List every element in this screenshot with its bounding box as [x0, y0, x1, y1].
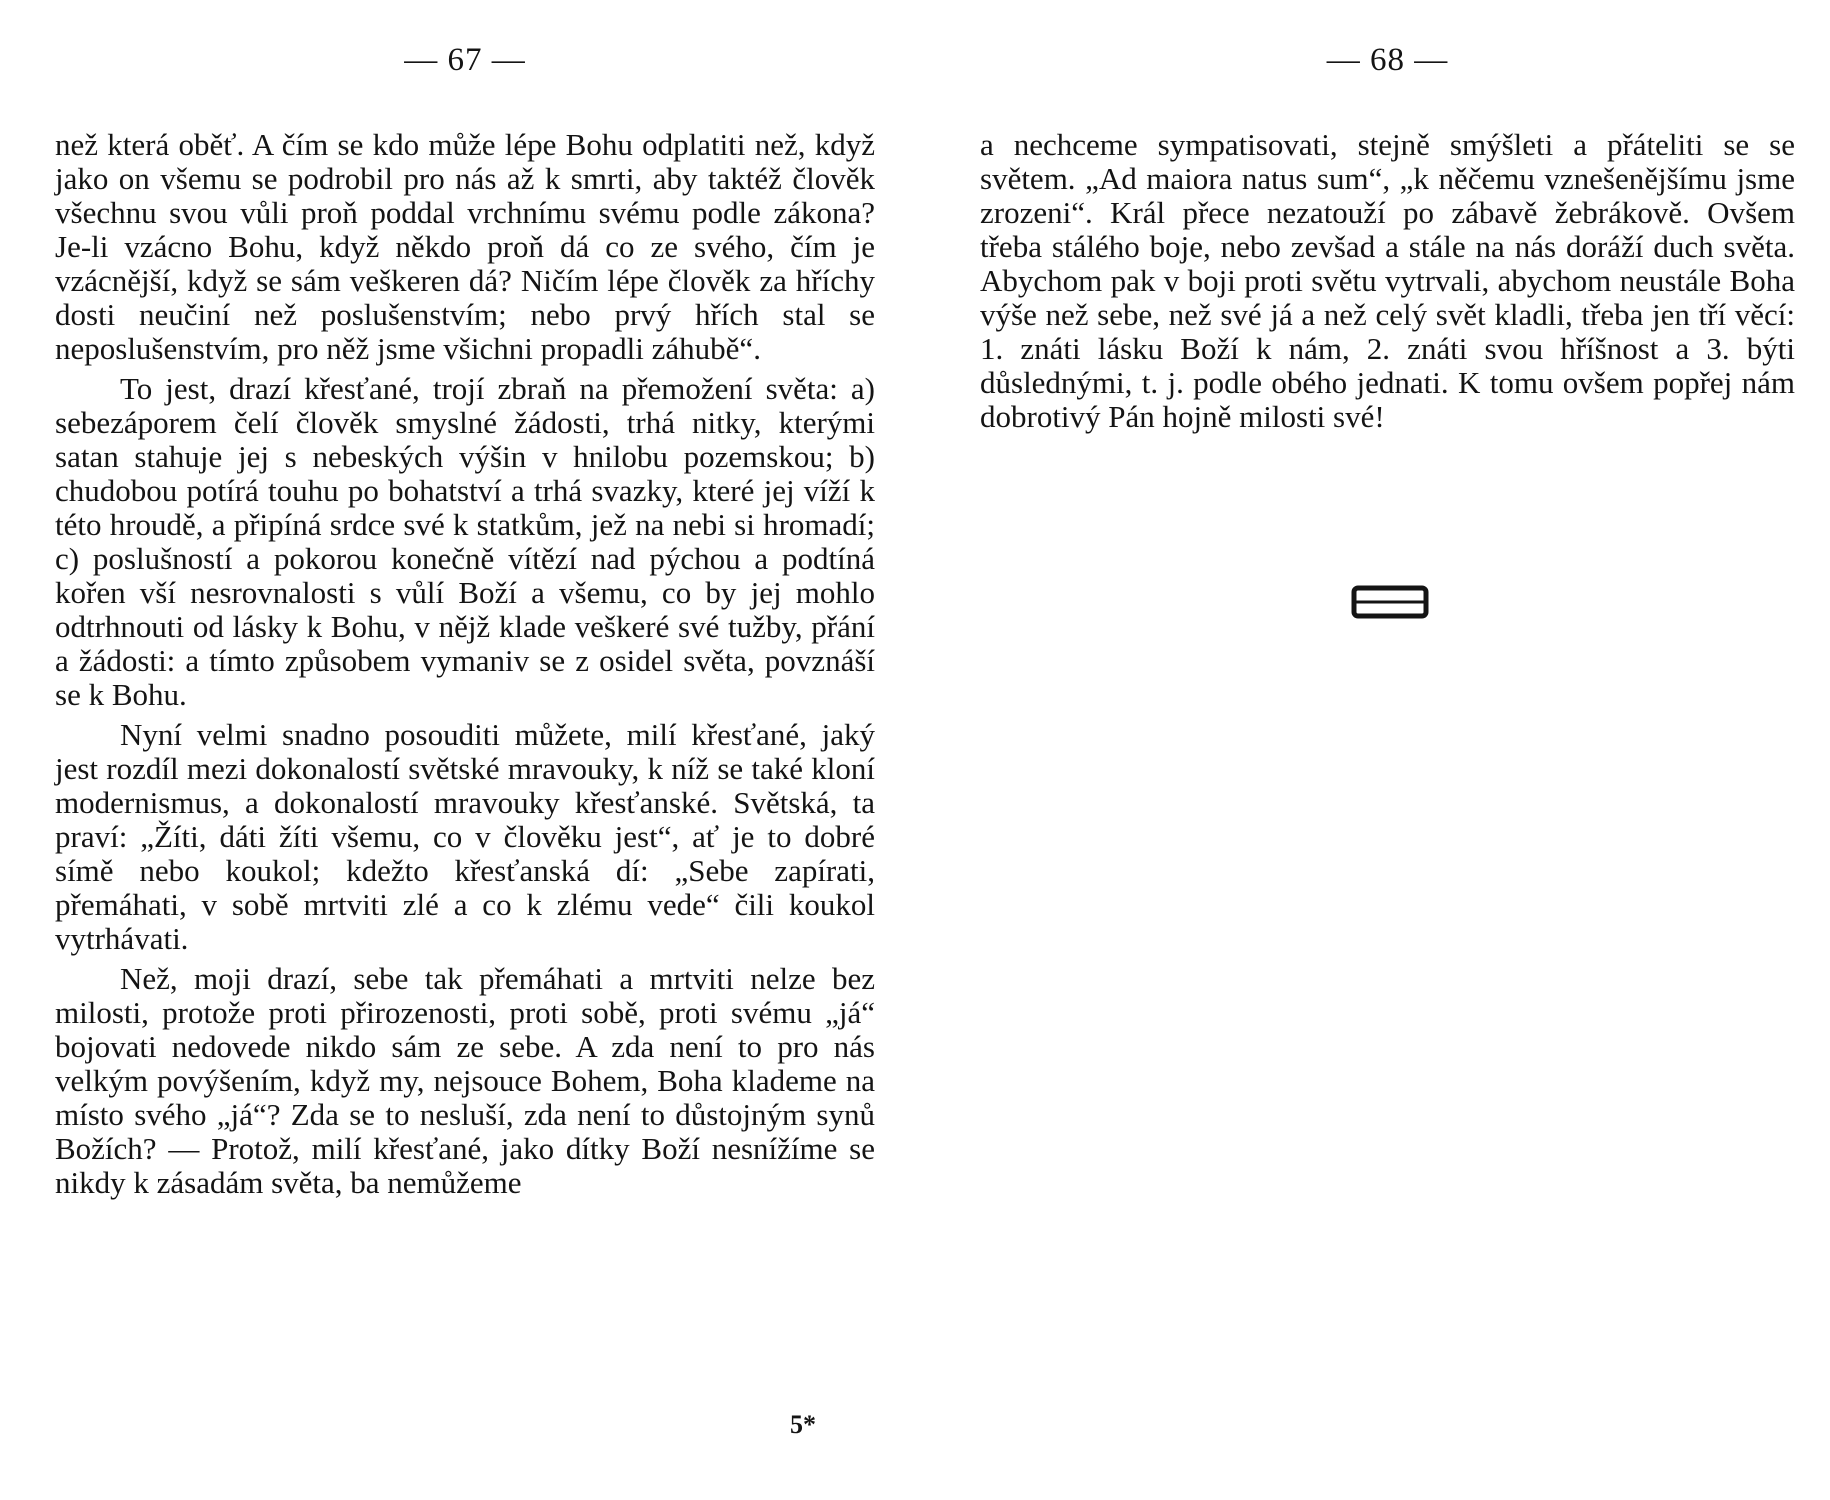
end-ornament-icon [1350, 585, 1430, 619]
page-number-67: — 67 — [404, 42, 526, 78]
paragraph: To jest, drazí křesťané, trojí zbraň na přemožení světa: a) sebezáporem čelí člověk smyslné žádosti, trhá nitky, kterými satan stahuje jej s nebeských výšin v hnilobu pozemskou; b) chudobou potírá touhu po bohatství a trhá svazky, které jej víží k této hroudě, a připíná srdce své k statkům, jež na nebi si hromadí; c) poslušností a pokorou konečně vítězí nad pýchou a podtíná kořen vší nesrovnalosti s vůlí Boží a všemu, co by jej mohlo odtrhnouti od lásky k Bohu, v nějž klade veškeré své tužby, přání a žádosti: a tímto způsobem vymaniv se z osidel světa, povznáší se k Bohu. [55, 371, 875, 712]
left-page-body [55, 128, 875, 1206]
paragraph: než která oběť. A čím se kdo může lépe Bohu odplatiti než, když jako on všemu se podrobil pro nás až k smrti, aby taktéž člověk všechnu svou vůli proň poddal vrchnímu svému podle zákona? Je-li vzácno Bohu, když někdo proň dá co ze svého, čím je vzácnější, když se sám veškeren dá? Ničím lépe člověk za hříchy dosti neučiní než poslušenstvím; nebo prvý hřích stal se neposlušenstvím, pro něž jsme všichni propadli záhubě“. [55, 127, 875, 366]
page-number-68: — 68 — [1326, 42, 1449, 78]
paragraph: a nechceme sympatisovati, stejně smýšleti a přáteliti se se světem. „Ad maiora natus sum“, „k něčemu vznešenějšímu jsme zrozeni“. Král přece nezatouží po zábavě žebrákově. Ovšem třeba stálého boje, nebo zevšad a stále na nás doráží duch světa. Abychom pak v boji proti světu vytrvali, abychom neustále Boha výše než sebe, než své já a než celý svět kladli, třeba jen tří věcí: 1. znáti lásku Boží k nám, 2. znáti svou hříšnost a 3. býti důslednými, t. j. podle obého jednati. K tomu ovšem popřej nám dobrotivý Pán hojně milosti své! [980, 127, 1795, 434]
right-page-body [980, 128, 1795, 440]
paragraph: Než, moji drazí, sebe tak přemáhati a mrtviti nelze bez milosti, protože proti přirozenosti, proti sobě, proti svému „já“ bojovati nedovede nikdo sám ze sebe. A zda není to pro nás velkým povýšením, když my, nejsouce Bohem, Boha klademe na místo svého „já“? Zda se to nesluší, zda není to důstojným synů Božích? — Protož, milí křesťané, jako dítky Boží nesnížíme se nikdy k zásadám světa, ba nemůžeme [55, 961, 875, 1200]
paragraph: Nyní velmi snadno posouditi můžete, milí křesťané, jaký jest rozdíl mezi dokonalostí světské mravouky, k níž se také kloní modernismus, a dokonalostí mravouky křesťanské. Světská, ta praví: „Žíti, dáti žíti všemu, co v člověku jest“, ať je to dobré símě nebo koukol; kdežto křesťanská dí: „Sebe zapírati, přemáhati, v sobě mrtviti zlé a co k zlému vede“ čili koukol vytrhávati. [55, 717, 875, 956]
signature-mark: 5* [790, 1410, 816, 1439]
